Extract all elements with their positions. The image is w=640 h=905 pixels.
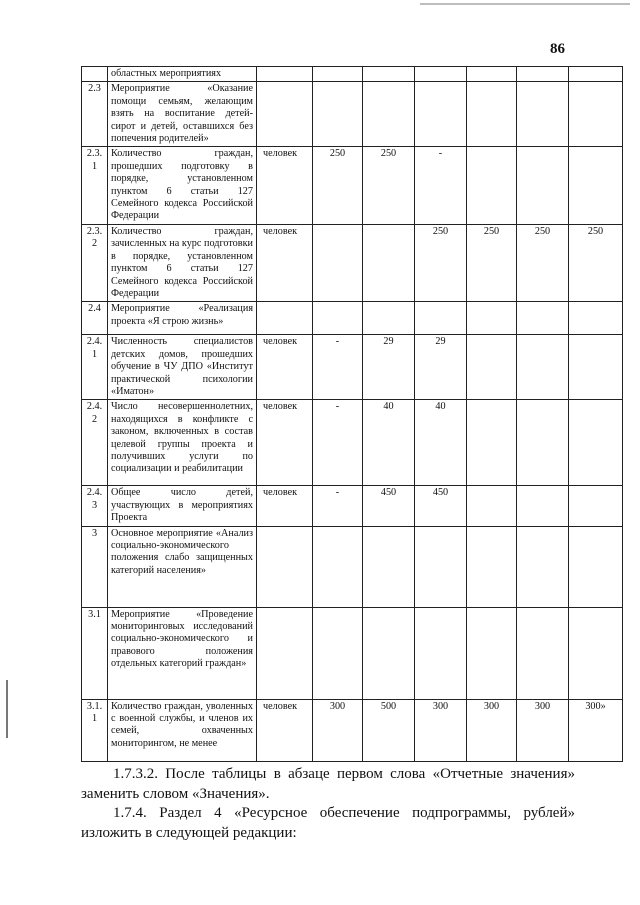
value-cell xyxy=(569,147,623,224)
value-cell xyxy=(467,607,517,699)
value-cell xyxy=(517,526,569,607)
table-row xyxy=(82,224,623,301)
value-cell xyxy=(569,486,623,526)
table-row xyxy=(82,400,623,486)
unit-cell: человек xyxy=(257,486,313,526)
value-cell xyxy=(363,302,415,335)
unit-cell xyxy=(257,607,313,699)
indicator-name: Численность специалистов детских домов, прошедших обучение в ЧУ ДПО «Институт практической психологии «Иматон» xyxy=(108,335,257,400)
table-row xyxy=(82,607,623,699)
value-cell xyxy=(517,67,569,82)
value-cell xyxy=(517,486,569,526)
table-row xyxy=(82,302,623,335)
paragraph-1-7-3-2: 1.7.3.2. После таблицы в абзаце первом слова «Отчетные значения» заменить словом «Значения». xyxy=(81,766,575,802)
value-cell: 450 xyxy=(363,486,415,526)
value-cell xyxy=(415,302,467,335)
indicator-name: Основное мероприятие «Анализ социально-экономического положения слабо защищенных категорий населения» xyxy=(108,526,257,607)
value-cell xyxy=(467,302,517,335)
row-number: 2.3. 1 xyxy=(82,147,108,224)
value-cell: 250 xyxy=(569,224,623,301)
value-cell xyxy=(313,82,363,147)
value-cell xyxy=(467,82,517,147)
value-cell xyxy=(363,224,415,301)
value-cell xyxy=(467,400,517,486)
value-cell: 250 xyxy=(415,224,467,301)
indicator-name: Число несовершеннолетних, находящихся в конфликте с законом, включенных в состав целевой группы проекта и получивших услуги по социализации и реабилитации xyxy=(108,400,257,486)
row-number: 3.1. 1 xyxy=(82,699,108,761)
paragraph-1-7-4: 1.7.4. Раздел 4 «Ресурсное обеспечение подпрограммы, рублей» изложить в следующей редакции: xyxy=(81,805,575,841)
value-cell xyxy=(517,302,569,335)
value-cell: 300 xyxy=(415,699,467,761)
value-cell: - xyxy=(415,147,467,224)
row-number: 2.4. 1 xyxy=(82,335,108,400)
value-cell: 29 xyxy=(415,335,467,400)
value-cell: 300 xyxy=(467,699,517,761)
value-cell: 250 xyxy=(467,224,517,301)
indicator-name: Общее число детей, участвующих в мероприятиях Проекта xyxy=(108,486,257,526)
value-cell xyxy=(467,335,517,400)
value-cell: 250 xyxy=(517,224,569,301)
value-cell xyxy=(363,526,415,607)
indicator-name: Мероприятие «Реализация проекта «Я строю жизнь» xyxy=(108,302,257,335)
indicator-name: Количество граждан, прошедших подготовку в порядке, установленном пунктом 6 статьи 127 Семейного кодекса Российской Федерации xyxy=(108,147,257,224)
value-cell xyxy=(569,302,623,335)
row-number: 2.4. 2 xyxy=(82,400,108,486)
table-row xyxy=(82,699,623,761)
value-cell xyxy=(517,607,569,699)
value-cell xyxy=(363,82,415,147)
indicator-name: Количество граждан, зачисленных на курс подготовки в порядке, установленном пунктом 6 статьи 127 Семейного кодекса Российской Федерации xyxy=(108,224,257,301)
value-cell xyxy=(467,526,517,607)
value-cell xyxy=(517,82,569,147)
value-cell xyxy=(569,82,623,147)
table-row xyxy=(82,335,623,400)
value-cell xyxy=(363,607,415,699)
table-row xyxy=(82,526,623,607)
value-cell xyxy=(517,147,569,224)
value-cell xyxy=(467,67,517,82)
value-cell xyxy=(467,147,517,224)
value-cell: 300 xyxy=(517,699,569,761)
row-number: 3.1 xyxy=(82,607,108,699)
table-row xyxy=(82,82,623,147)
value-cell: 300 xyxy=(313,699,363,761)
value-cell xyxy=(569,400,623,486)
row-number: 2.4 xyxy=(82,302,108,335)
value-cell xyxy=(415,67,467,82)
value-cell xyxy=(517,335,569,400)
value-cell xyxy=(569,607,623,699)
unit-cell: человек xyxy=(257,400,313,486)
value-cell xyxy=(313,526,363,607)
value-cell: 40 xyxy=(415,400,467,486)
value-cell xyxy=(415,82,467,147)
scan-top-stroke xyxy=(420,3,630,5)
row-number: 3 xyxy=(82,526,108,607)
value-cell: 250 xyxy=(363,147,415,224)
value-cell xyxy=(467,486,517,526)
value-cell xyxy=(363,67,415,82)
value-cell xyxy=(313,224,363,301)
value-cell xyxy=(313,607,363,699)
value-cell: 250 xyxy=(313,147,363,224)
row-number xyxy=(82,67,108,82)
unit-cell: человек xyxy=(257,699,313,761)
page-number: 86 xyxy=(550,41,565,57)
unit-cell xyxy=(257,67,313,82)
table-row xyxy=(82,67,623,82)
table-row xyxy=(82,486,623,526)
unit-cell xyxy=(257,82,313,147)
indicator-name: Количество граждан, уволенных с военной службы, и членов их семей, охваченных мониторингом, не менее xyxy=(108,699,257,761)
value-cell: 500 xyxy=(363,699,415,761)
value-cell xyxy=(517,400,569,486)
value-cell: 300» xyxy=(569,699,623,761)
value-cell: 450 xyxy=(415,486,467,526)
indicator-name: областных мероприятиях xyxy=(108,67,257,82)
unit-cell: человек xyxy=(257,224,313,301)
value-cell xyxy=(313,67,363,82)
row-number: 2.3 xyxy=(82,82,108,147)
value-cell xyxy=(569,526,623,607)
row-number: 2.3. 2 xyxy=(82,224,108,301)
value-cell xyxy=(313,302,363,335)
unit-cell: человек xyxy=(257,147,313,224)
value-cell: 29 xyxy=(363,335,415,400)
indicators-table xyxy=(81,66,623,762)
row-number: 2.4. 3 xyxy=(82,486,108,526)
indicator-name: Мероприятие «Оказание помощи семьям, желающим взять на воспитание детей-сирот и детей, оставшихся без попечения родителей» xyxy=(108,82,257,147)
unit-cell xyxy=(257,526,313,607)
value-cell xyxy=(415,526,467,607)
table-body xyxy=(82,67,623,762)
unit-cell: человек xyxy=(257,335,313,400)
indicator-name: Мероприятие «Проведение мониторинговых исследований социально-экономического и правового положения отдельных категорий граждан» xyxy=(108,607,257,699)
scan-margin-mark xyxy=(6,680,8,738)
unit-cell xyxy=(257,302,313,335)
value-cell: - xyxy=(313,335,363,400)
value-cell xyxy=(569,335,623,400)
amendment-text xyxy=(81,765,575,843)
value-cell: - xyxy=(313,400,363,486)
value-cell xyxy=(415,607,467,699)
value-cell: - xyxy=(313,486,363,526)
table-row xyxy=(82,147,623,224)
value-cell xyxy=(569,67,623,82)
value-cell: 40 xyxy=(363,400,415,486)
